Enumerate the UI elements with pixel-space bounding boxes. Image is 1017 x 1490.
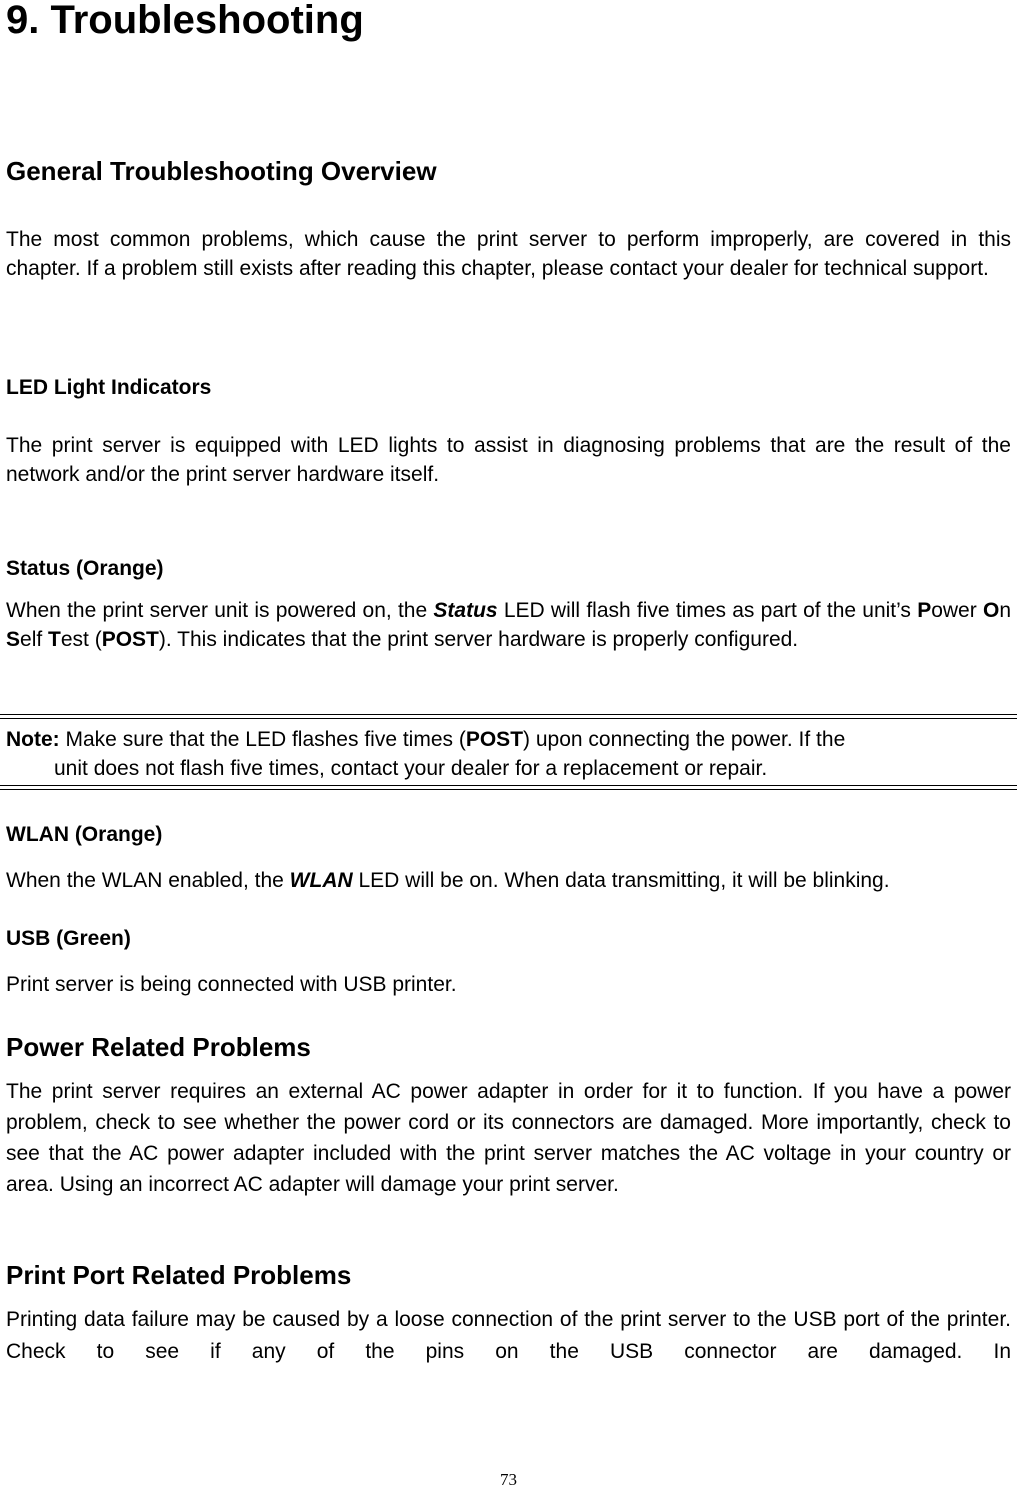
led-paragraph: The print server is equipped with LED lights to assist in diagnosing problems that are the result of the network and/or the print server hardware itself. [6, 434, 1011, 486]
note-top-rule [0, 714, 1017, 719]
note-bottom-rule [0, 785, 1017, 790]
usb-paragraph: Print server is being connected with USB printer. [6, 973, 457, 996]
wlan-heading: WLAN (Orange) [6, 823, 163, 846]
overview-paragraph: The most common problems, which cause the print server to perform improperly, are covered in this chapter. If a problem still exists after reading this chapter, please contact your dealer for technical support. [6, 228, 1011, 280]
overview-heading: General Troubleshooting Overview [6, 156, 437, 186]
note-box [6, 725, 1011, 783]
wlan-paragraph: When the WLAN enabled, the WLAN LED will be on. When data transmitting, it will be blinking. [6, 869, 890, 892]
page-number: 73 [500, 1470, 517, 1489]
note-line-1: Note: Make sure that the LED flashes five times (POST) upon connecting the power. If the [6, 728, 846, 751]
port-paragraph: Printing data failure may be caused by a loose connection of the print server to the USB port of the printer. Check to see if any of the pins on the USB connector are damaged. In [6, 1308, 1011, 1363]
note-label: Note: [6, 728, 60, 751]
status-led-name: Status [433, 599, 498, 622]
page-title: 9. Troubleshooting [6, 0, 364, 42]
power-heading: Power Related Problems [6, 1032, 311, 1062]
status-paragraph: When the print server unit is powered on, the Status LED will flash five times as part of the unit’s Power On Self Test (POST). This indicates that the print server hardware is properly configured. [6, 599, 1011, 651]
wlan-led-name: WLAN [289, 869, 353, 892]
port-heading: Print Port Related Problems [6, 1260, 352, 1290]
note-line-2: unit does not flash five times, contact your dealer for a replacement or repair. [54, 757, 768, 780]
usb-heading: USB (Green) [6, 927, 131, 950]
power-paragraph: The print server requires an external AC power adapter in order for it to function. If you have a power problem, check to see whether the power cord or its connectors are damaged. More importantly, check to see that the AC power adapter included with the print server matches the AC voltage in your country or area. Using an incorrect AC adapter will damage your print server. [6, 1080, 1011, 1196]
status-heading: Status (Orange) [6, 557, 164, 580]
led-heading: LED Light Indicators [6, 376, 212, 399]
